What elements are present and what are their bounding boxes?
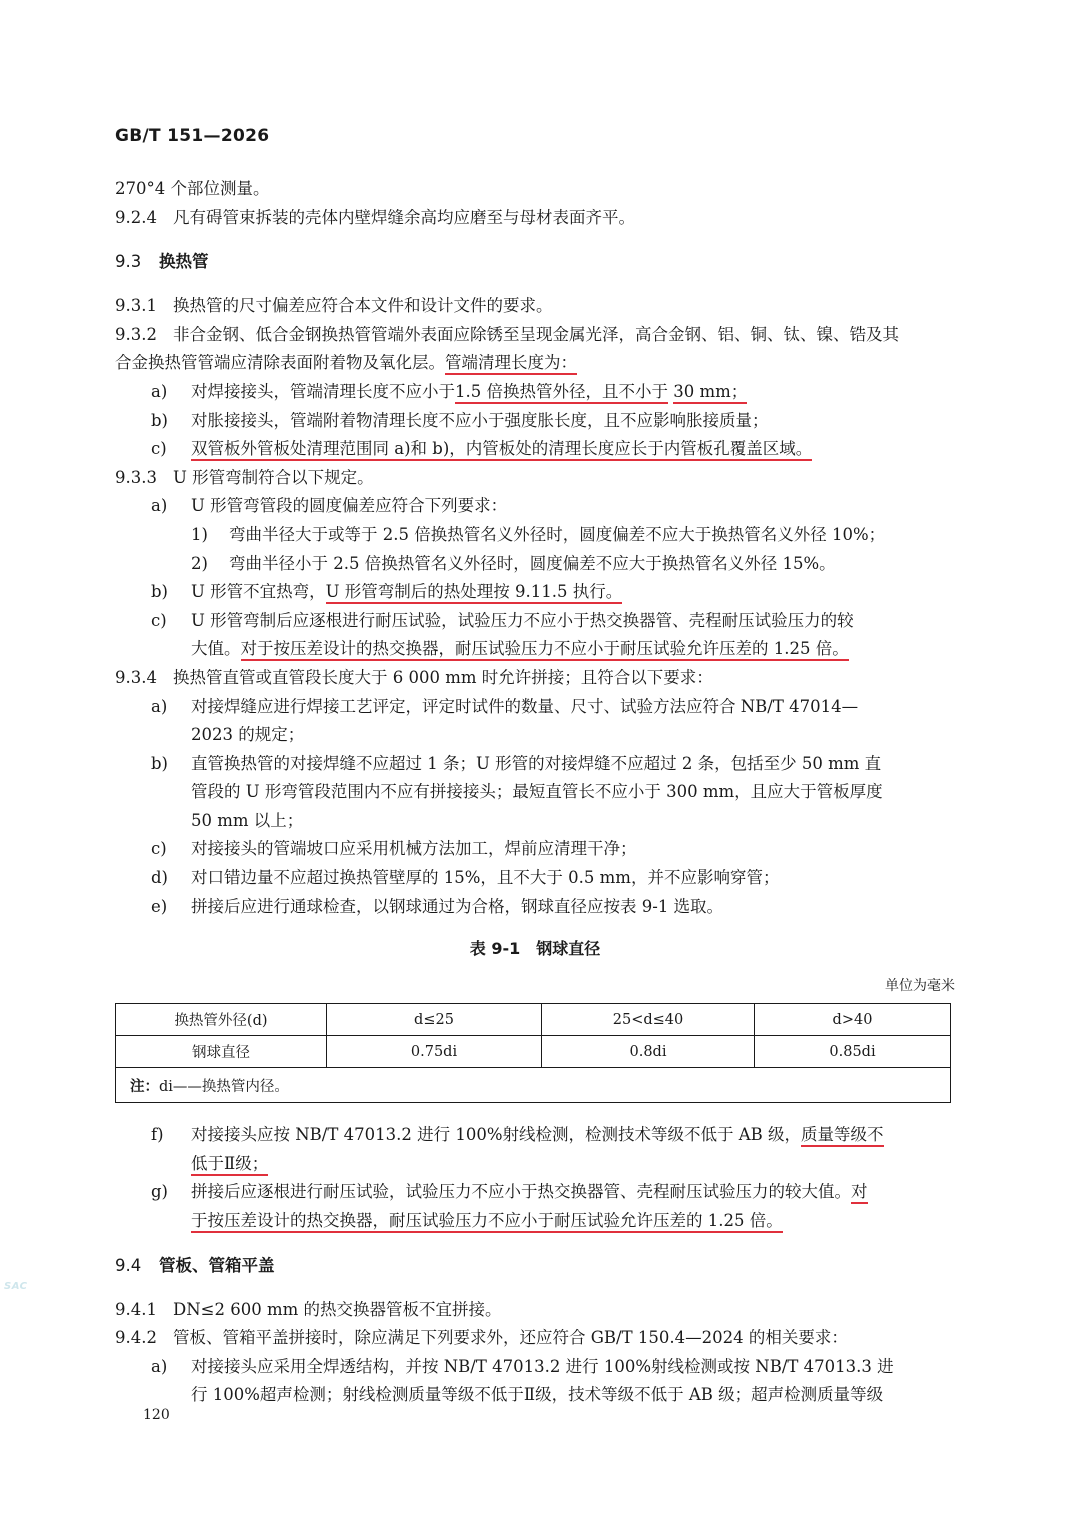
clause-9-3-4-g: g) 拼接后应逐根进行耐压试验，试验压力不应小于热交换器管、壳程耐压试验压力的较大值。对 — [115, 1178, 955, 1207]
standard-code-header: GB/T 151—2026 — [115, 126, 270, 146]
table-note-row — [116, 1068, 951, 1103]
clause-9-3-3-c: c) U 形管弯制后应逐根进行耐压试验，试验压力不应小于热交换器管、壳程耐压试验压力的较 — [151, 610, 854, 630]
table-title: 表 9-1 钢球直径 — [469, 939, 601, 959]
table-cell: 钢球直径 — [116, 1036, 327, 1068]
section-9-3-heading: 9.3 换热管 — [115, 252, 209, 272]
clause-9-3-2-a: a) 对焊接接头，管端清理长度不应小于1.5 倍换热管外径，且不小于 30 mm； — [115, 378, 955, 407]
table-cell: 0.75di — [327, 1036, 542, 1068]
clause-9-3-4-f-cont — [115, 1150, 955, 1179]
clause-9-2-4: 9.2.4 凡有碍管束拆装的壳体内壁焊缝余高均应磨至与母材表面齐平。 — [115, 207, 635, 227]
table-unit: 单位为毫米 — [885, 978, 955, 995]
table-row — [116, 1036, 951, 1068]
table-cell: 0.8di — [542, 1036, 755, 1068]
page-number: 120 — [143, 1407, 170, 1423]
clause-9-4-2-a: a) 对接接头应采用全焊透结构，并按 NB/T 47013.2 进行 100%射线检测或按 NB/T 47013.3 进 — [151, 1356, 894, 1376]
highlight-underline: 30 mm — [673, 382, 731, 404]
clause-9-3-4-f: f) 对接接头应按 NB/T 47013.2 进行 100%射线检测，检测技术等级不低于 AB 级，质量等级不 — [115, 1121, 955, 1150]
section-9-4-heading: 9.4 管板、管箱平盖 — [115, 1255, 275, 1275]
highlight-underline: ； — [252, 1154, 269, 1176]
sac-watermark-logo: SAC — [4, 1281, 28, 1292]
clause-9-3-4-b: b) 直管换热管的对接焊缝不应超过 1 条；U 形管的对接焊缝不应超过 2 条，包括至少 50 mm 直 — [151, 753, 882, 773]
clause-9-3-3: 9.3.3 U 形管弯制符合以下规定。 — [115, 467, 374, 487]
highlight-underline: 管端清理长度为： — [445, 353, 577, 375]
clause-9-3-4-e: e) 拼接后应进行通球检查，以钢球通过为合格，钢球直径应按表 9-1 选取。 — [151, 896, 724, 916]
highlight-underline: ； — [731, 382, 748, 404]
clause-9-3-4-b-cont: 管段的 U 形弯管段范围内不应有拼接接头；最短直管长不应小于 300 mm，且应大于管板厚度 — [191, 782, 883, 802]
document-body — [115, 175, 955, 1410]
clause-9-3-3-c-cont: 大值。对于按压差设计的热交换器，耐压试验压力不应小于耐压试验允许压差的 1.25 倍。 — [115, 635, 955, 664]
clause-9-3-3-a: a) U 形管弯管段的圆度偏差应符合下列要求： — [151, 496, 508, 516]
highlight-underline: U 形管弯制后的热处理按 9.11.5 执行。 — [326, 582, 623, 604]
clause-9-3-3-b: b) U 形管不宜热弯，U 形管弯制后的热处理按 9.11.5 执行。 — [115, 578, 955, 607]
clause-9-3-2-b: b) 对胀接接头，管端附着物清理长度不应小于强度胀长度，且不应影响胀接质量； — [151, 410, 769, 430]
clause-9-3-4-a: a) 对接焊缝应进行焊接工艺评定，评定时试件的数量、尺寸、试验方法应符合 NB/T 47014— — [151, 696, 859, 716]
clause-9-4-2-a-cont: 行 100%超声检测；射线检测质量等级不低于Ⅱ级，技术等级不低于 AB 级；超声检测质量等级 — [191, 1385, 884, 1405]
text-line: 270°4 个部位测量。 — [115, 179, 270, 198]
clause-9-3-3-a-1: 1) 弯曲半径大于或等于 2.5 倍换热管名义外径时，圆度偏差不应大于换热管名义外径 10%； — [191, 524, 886, 544]
clause-9-3-4: 9.3.4 换热管直管或直管段长度大于 6 000 mm 时允许拼接；且符合以下要求： — [115, 667, 713, 687]
highlight-underline: 于按压差设计的热交换器，耐压试验压力不应小于耐压试验允许压差的 1.25 倍。 — [191, 1211, 783, 1233]
clause-9-3-4-b-cont2: 50 mm 以上； — [191, 810, 304, 830]
highlight-underline: 对于按压差设计的热交换器，耐压试验压力不应小于耐压试验允许压差的 1.25 倍。 — [241, 639, 849, 661]
clause-9-3-3-a-2: 2) 弯曲半径小于 2.5 倍换热管名义外径时，圆度偏差不应大于换热管名义外径 15%。 — [191, 553, 836, 573]
highlight-underline: 低于Ⅱ级 — [191, 1154, 252, 1176]
clause-9-3-4-d: d) 对口错边量不应超过换热管壁厚的 15%，且不大于 0.5 mm，并不应影响穿管； — [151, 868, 780, 888]
table-note: 注：di——换热管内径。 — [116, 1068, 951, 1103]
table-cell: 换热管外径(d) — [116, 1004, 327, 1036]
highlight-underline: 双管板外管板处清理范围同 a)和 b)，内管板处的清理长度应长于内管板孔覆盖区域。 — [191, 439, 812, 461]
clause-9-4-2: 9.4.2 管板、管箱平盖拼接时，除应满足下列要求外，还应符合 GB/T 150.4—2024 的相关要求： — [115, 1328, 848, 1348]
highlight-underline: 质量等级不 — [801, 1125, 884, 1147]
clause-9-3-4-c: c) 对接接头的管端坡口应采用机械方法加工，焊前应清理干净； — [151, 839, 637, 859]
clause-9-3-2-c: c) 双管板外管板处清理范围同 a)和 b)，内管板处的清理长度应长于内管板孔覆盖区域。 — [115, 435, 955, 464]
highlight-underline: 1.5 倍换热管外径，且不小于 — [455, 382, 668, 404]
table-cell: 25<d≤40 — [542, 1004, 755, 1036]
clause-9-3-4-g-cont — [115, 1207, 955, 1236]
highlight-underline: 对 — [851, 1182, 868, 1204]
clause-9-4-1: 9.4.1 DN≤2 600 mm 的热交换器管板不宜拼接。 — [115, 1299, 502, 1319]
table-row — [116, 1004, 951, 1036]
table-cell: d≤25 — [327, 1004, 542, 1036]
table-cell: d>40 — [755, 1004, 951, 1036]
clause-9-3-1: 9.3.1 换热管的尺寸偏差应符合本文件和设计文件的要求。 — [115, 296, 553, 316]
clause-9-3-2: 9.3.2 非合金钢、低合金钢换热管管端外表面应除锈至呈现金属光泽，高合金钢、铝、铜、钛、镍、锆及其 — [115, 324, 899, 344]
clause-9-3-2-cont: 合金换热管管端应清除表面附着物及氧化层。管端清理长度为： — [115, 349, 955, 378]
table-cell: 0.85di — [755, 1036, 951, 1068]
clause-9-3-4-a-cont: 2023 的规定； — [191, 725, 305, 745]
steel-ball-table — [115, 1003, 951, 1103]
